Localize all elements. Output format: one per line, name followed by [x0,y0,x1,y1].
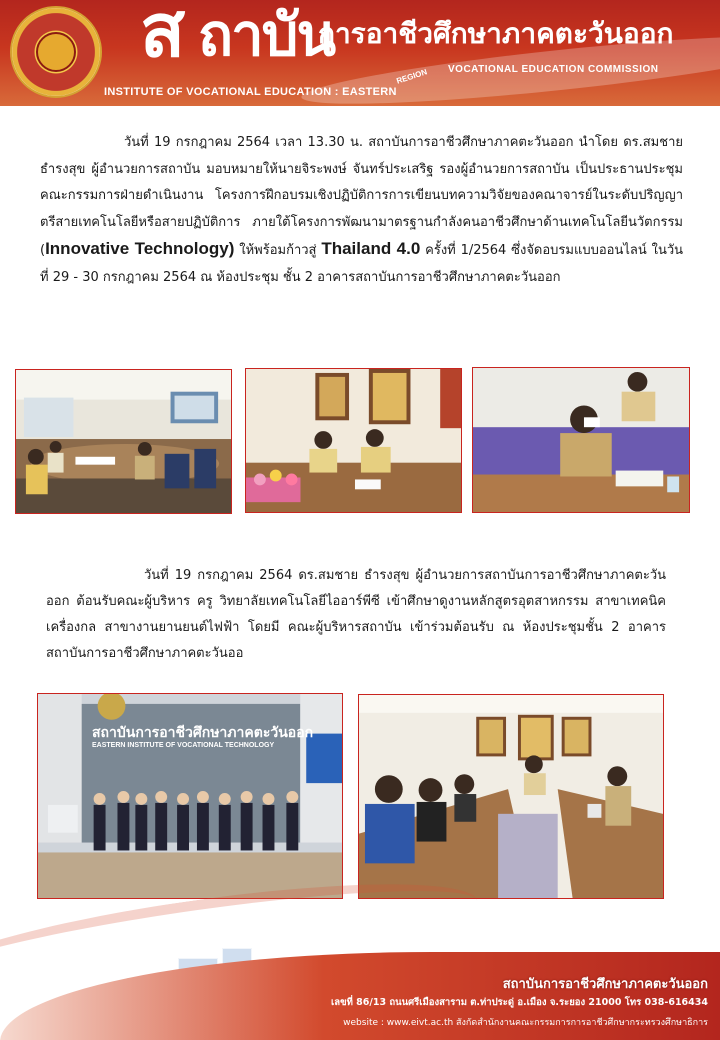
footer-institute-name: สถาบันการอาชีวศึกษาภาคตะวันออก [502,977,708,992]
footer-address: เลขที่ 86/13 ถนนศรีเมืองสาราม ต.ท่าประดู่ อ.เมือง จ.ระยอง 21000 โทร 038-616434 [331,997,708,1008]
photo-meeting-room-wide [15,369,232,514]
building-sign-en: EASTERN INSTITUTE OF VOCATIONAL TECHNOLOGY [92,742,275,749]
institute-seal-logo [10,6,102,98]
header-institute-en: INSTITUTE OF VOCATIONAL EDUCATION : EASTERN [104,86,397,98]
photo-chair-at-table [245,368,462,513]
photo-official-at-desk [472,367,690,513]
para1-text-a: วันที่ 19 กรกฎาคม 2564 เวลา 13.30 น. สถาบันการอาชีวศึกษาภาคตะวันออก นำโดย ดร.สมชาย ธำรงสุข ผู้อำนวยการสถาบัน มอบหมายให้นายจิระพงษ์ จันทร์ประเสริฐ รองผู้อำนวยการสถาบัน เป็นประธานประชุมคณะกรรมการฝ่ายดำเนินงาน โครงการฝึกอบรมเชิงปฏิบัติการการเขียนบทความวิจัยของคณาจารย์ในระดับปริญญาตรีสายเทคโนโลยีหรือสายปฏิบัติการ ภายใต้โครงการพัฒนามาตรฐานกำลังคนอาชีวศึกษาด้านเทคโนโลยีนวัตกรรม ( [40,135,683,258]
header-commission-en: VOCATIONAL EDUCATION COMMISSION [448,64,659,75]
photo-meeting-table [358,694,664,899]
para1-text-c: ครั้งที่ 1/2564 ซึ่งจัดอบรมแบบออนไลน์ ในวันที่ 29 - 30 กรกฎาคม 2564 ณ ห้องประชุม ชั้น 2 อาคารสถาบันการอาชีวศึกษาภาคตะวันออก [40,243,684,285]
header-title-word: ถาบัน [198,1,335,69]
header-title-main: การอาชีวศึกษาภาคตะวันออก [318,17,674,50]
header-title-initial: ส [140,0,184,74]
seal-emblem-icon [36,32,76,72]
news-paragraph-1 [40,130,683,291]
header-region-label: REGION [395,67,429,86]
page-footer [0,880,720,1040]
photo-group-at-building [37,693,343,899]
para1-text-b: ให้พร้อมก้าวสู่ [234,243,322,258]
building-sign-th: สถาบันการอาชีวศึกษาภาคตะวันออก [92,725,314,741]
para1-english-term: Innovative Technology) [45,239,235,258]
news-paragraph-2: วันที่ 19 กรกฎาคม 2564 ดร.สมชาย ธำรงสุข ผู้อำนวยการสถาบันการอาชีวศึกษาภาคตะวันออก ต้อนรับคณะผู้บริหาร ครู วิทยาลัยเทคโนโลยีไออาร์พีซี เข้าศึกษาดูงานหลักสูตรอุตสาหกรรม สาขาเทคนิคเครื่องกล สาขางานยานยนต์ไฟฟ้า โดยมี คณะผู้บริหารสถาบัน เข้าร่วมต้อนรับ ณ ห้องประชุมชั้น 2 อาคารสถาบันการอาชีวศึกษาภาคตะวันออ [46,568,666,661]
para1-thailand-term: Thailand 4.0 [321,239,421,258]
page-header [0,0,720,106]
footer-website: website : www.eivt.ac.th สังกัดสำนักงานคณะกรรมการการอาชีวศึกษากระทรวงศึกษาธิการ [343,1018,708,1028]
